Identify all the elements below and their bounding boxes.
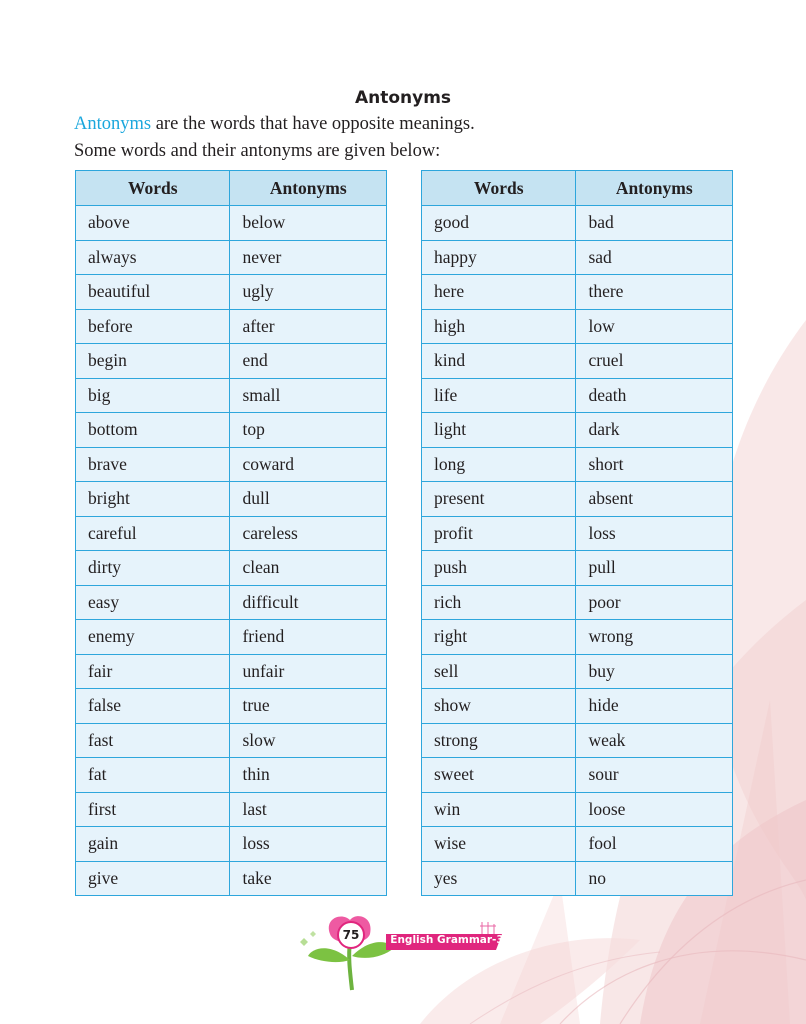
antonym-cell: last — [230, 792, 387, 827]
word-cell: careful — [76, 516, 230, 551]
table-row — [76, 275, 387, 310]
table-row — [422, 206, 733, 241]
table-header-row — [422, 171, 733, 206]
antonym-cell: clean — [230, 551, 387, 586]
table-row — [422, 413, 733, 448]
book-title: English Grammar-3 — [390, 934, 504, 946]
table-row — [76, 585, 387, 620]
antonym-cell: poor — [576, 585, 733, 620]
page-number: 75 — [342, 928, 360, 942]
table-row — [76, 344, 387, 379]
table-row — [422, 585, 733, 620]
word-cell: beautiful — [76, 275, 230, 310]
table-row — [76, 551, 387, 586]
antonym-cell: true — [230, 689, 387, 724]
footer-flower-logo — [290, 912, 520, 1002]
table-row — [422, 551, 733, 586]
right-table-body — [422, 206, 733, 896]
antonym-cell: top — [230, 413, 387, 448]
word-cell: before — [76, 309, 230, 344]
word-cell: bottom — [76, 413, 230, 448]
header-antonyms: Antonyms — [230, 171, 387, 206]
word-cell: sweet — [422, 758, 576, 793]
table-row — [76, 447, 387, 482]
antonym-cell: unfair — [230, 654, 387, 689]
antonym-cell: death — [576, 378, 733, 413]
table-row — [76, 827, 387, 862]
table-row — [76, 861, 387, 896]
antonym-cell: sour — [576, 758, 733, 793]
table-row — [76, 413, 387, 448]
antonyms-table-left — [75, 170, 387, 896]
table-row — [422, 240, 733, 275]
word-cell: always — [76, 240, 230, 275]
antonym-cell: weak — [576, 723, 733, 758]
table-row — [422, 654, 733, 689]
word-cell: push — [422, 551, 576, 586]
word-cell: yes — [422, 861, 576, 896]
word-cell: high — [422, 309, 576, 344]
word-cell: strong — [422, 723, 576, 758]
table-row — [422, 516, 733, 551]
word-cell: light — [422, 413, 576, 448]
antonym-cell: fool — [576, 827, 733, 862]
word-cell: rich — [422, 585, 576, 620]
antonym-cell: low — [576, 309, 733, 344]
antonym-cell: hide — [576, 689, 733, 724]
word-cell: brave — [76, 447, 230, 482]
table-row — [76, 240, 387, 275]
intro-line-2: Some words and their antonyms are given below: — [74, 141, 441, 161]
word-cell: gain — [76, 827, 230, 862]
header-words: Words — [76, 171, 230, 206]
antonym-cell: loss — [230, 827, 387, 862]
word-cell: fast — [76, 723, 230, 758]
table-row — [76, 792, 387, 827]
antonym-cell: loose — [576, 792, 733, 827]
antonym-cell: friend — [230, 620, 387, 655]
table-row — [76, 516, 387, 551]
table-row — [422, 378, 733, 413]
table-row — [422, 827, 733, 862]
word-cell: wise — [422, 827, 576, 862]
word-cell: give — [76, 861, 230, 896]
table-row — [422, 792, 733, 827]
header-words: Words — [422, 171, 576, 206]
page-title: Antonyms — [354, 88, 452, 108]
table-row — [422, 861, 733, 896]
antonym-cell: careless — [230, 516, 387, 551]
antonym-cell: difficult — [230, 585, 387, 620]
word-cell: first — [76, 792, 230, 827]
antonym-cell: small — [230, 378, 387, 413]
antonym-cell: ugly — [230, 275, 387, 310]
antonym-cell: slow — [230, 723, 387, 758]
antonym-cell: pull — [576, 551, 733, 586]
antonym-cell: short — [576, 447, 733, 482]
word-cell: above — [76, 206, 230, 241]
table-row — [422, 447, 733, 482]
table-row — [76, 758, 387, 793]
table-row — [76, 309, 387, 344]
antonyms-table-right — [421, 170, 733, 896]
word-cell: begin — [76, 344, 230, 379]
word-cell: happy — [422, 240, 576, 275]
table-header-row — [76, 171, 387, 206]
word-cell: easy — [76, 585, 230, 620]
table-row — [76, 723, 387, 758]
table-row — [422, 620, 733, 655]
word-cell: right — [422, 620, 576, 655]
antonym-cell: loss — [576, 516, 733, 551]
left-table-body — [76, 206, 387, 896]
word-cell: fair — [76, 654, 230, 689]
table-row — [422, 723, 733, 758]
table-row — [422, 309, 733, 344]
antonym-cell: there — [576, 275, 733, 310]
table-row — [76, 689, 387, 724]
antonym-cell: coward — [230, 447, 387, 482]
word-cell: good — [422, 206, 576, 241]
antonym-cell: cruel — [576, 344, 733, 379]
antonym-cell: wrong — [576, 620, 733, 655]
table-row — [76, 206, 387, 241]
antonym-cell: absent — [576, 482, 733, 517]
table-row — [422, 275, 733, 310]
word-cell: win — [422, 792, 576, 827]
word-cell: enemy — [76, 620, 230, 655]
intro-line-1-rest: are the words that have opposite meanings. — [151, 114, 475, 134]
word-cell: bright — [76, 482, 230, 517]
table-row — [76, 378, 387, 413]
word-cell: big — [76, 378, 230, 413]
antonym-cell: dark — [576, 413, 733, 448]
table-row — [76, 654, 387, 689]
antonym-cell: sad — [576, 240, 733, 275]
word-cell: present — [422, 482, 576, 517]
word-cell: sell — [422, 654, 576, 689]
antonym-cell: bad — [576, 206, 733, 241]
word-cell: profit — [422, 516, 576, 551]
word-cell: fat — [76, 758, 230, 793]
antonym-cell: thin — [230, 758, 387, 793]
antonym-cell: below — [230, 206, 387, 241]
intro-line-1 — [74, 114, 475, 135]
header-antonyms: Antonyms — [576, 171, 733, 206]
antonym-cell: dull — [230, 482, 387, 517]
antonym-cell: end — [230, 344, 387, 379]
antonym-cell: buy — [576, 654, 733, 689]
intro-highlight: Antonyms — [74, 114, 152, 134]
table-row — [422, 482, 733, 517]
antonym-cell: no — [576, 861, 733, 896]
table-row — [76, 482, 387, 517]
word-cell: false — [76, 689, 230, 724]
table-row — [76, 620, 387, 655]
word-cell: dirty — [76, 551, 230, 586]
table-row — [422, 689, 733, 724]
word-cell: long — [422, 447, 576, 482]
word-cell: here — [422, 275, 576, 310]
antonym-cell: never — [230, 240, 387, 275]
word-cell: kind — [422, 344, 576, 379]
table-row — [422, 344, 733, 379]
antonym-cell: take — [230, 861, 387, 896]
antonym-cell: after — [230, 309, 387, 344]
table-row — [422, 758, 733, 793]
word-cell: show — [422, 689, 576, 724]
word-cell: life — [422, 378, 576, 413]
